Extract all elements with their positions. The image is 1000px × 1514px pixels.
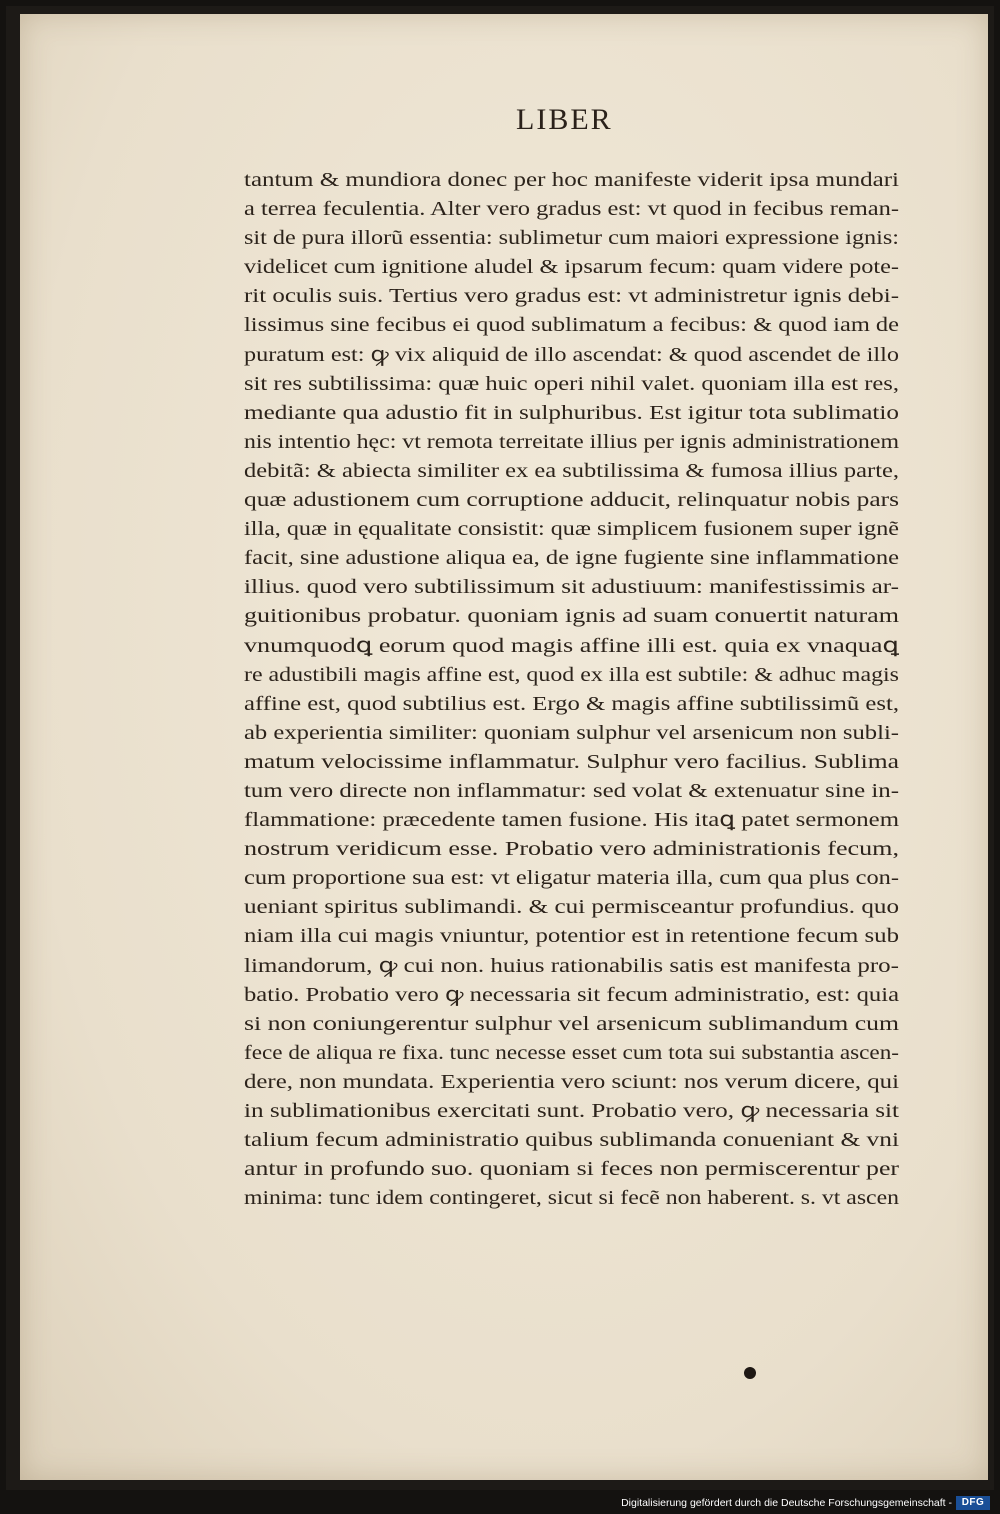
- text-line: re adustibili magis affine est, quod ex illa est subtile: & adhuc magis: [244, 663, 899, 686]
- text-line: limandorum, ꝙ cui non. huius rationabilis satis est manifesta pro-: [244, 954, 899, 977]
- text-line: talium fecum administratio quibus sublimanda conueniant & vni: [244, 1129, 899, 1152]
- text-line: tum vero directe non inflammatur: sed volat & extenuatur sine in-: [244, 779, 899, 802]
- body-text: [244, 166, 899, 1213]
- text-line: illa, quæ in ęqualitate consistit: quæ simplicem fusionem super ignẽ: [244, 518, 899, 541]
- text-line: mediante qua adustio fit in sulphuribus. Est igitur tota sublimatio: [244, 401, 899, 424]
- text-line: illius. quod vero subtilissimum sit adustiuum: manifestissimis ar-: [244, 576, 899, 599]
- text-line: batio. Probatio vero ꝙ necessaria sit fecum administratio, est: quia: [244, 983, 899, 1006]
- text-line: cum proportione sua est: vt eligatur materia illa, cum qua plus con-: [244, 867, 899, 890]
- text-line: affine est, quod subtilius est. Ergo & magis affine subtilissimũ est,: [244, 692, 899, 715]
- text-line: ab experientia similiter: quoniam sulphur vel arsenicum non subli-: [244, 721, 899, 744]
- text-line: a terrea feculentia. Alter vero gradus est: vt quod in fecibus reman-: [244, 198, 899, 221]
- text-line: vnumquodꝗ eorum quod magis affine illi est. quia ex vnaquaꝗ: [244, 634, 899, 657]
- text-line: rit oculis suis. Tertius vero gradus est: vt administretur ignis debi-: [244, 285, 899, 308]
- text-line: matum velocissime inflammatur. Sulphur vero facilius. Sublima: [244, 750, 899, 773]
- text-line: si non coniungerentur sulphur vel arsenicum sublimandum cum: [244, 1012, 899, 1035]
- text-line: nostrum veridicum esse. Probatio vero administrationis fecum,: [244, 838, 899, 861]
- text-line: facit, sine adustione aliqua ea, de igne fugiente sine inflammatione: [244, 547, 899, 570]
- text-line: dere, non mundata. Experientia vero sciunt: nos verum dicere, qui: [244, 1070, 899, 1093]
- text-line: flammatione: præcedente tamen fusione. His itaꝗ patet sermonem: [244, 809, 899, 832]
- ornament-dot: [744, 1367, 756, 1379]
- text-line: videlicet cum ignitione aludel & ipsarum fecum: quam videre pote-: [244, 256, 899, 279]
- text-line: niam illa cui magis vniuntur, potentior est in retentione fecum sub: [244, 925, 899, 948]
- text-line: debitã: & abiecta similiter ex ea subtilissima & fumosa illius parte,: [244, 459, 899, 482]
- text-line: minima: tunc idem contingeret, sicut si fecẽ non haberent. s. vt ascen: [244, 1187, 899, 1210]
- running-head: LIBER: [516, 103, 613, 136]
- text-line: nis intentio hęc: vt remota terreitate illius per ignis administrationem: [244, 430, 899, 453]
- dfg-logo-icon: DFG: [956, 1496, 990, 1510]
- digitization-credit: Digitalisierung gefördert durch die Deutsche Forschungsgemeinschaft -: [621, 1497, 952, 1509]
- text-line: fece de aliqua re fixa. tunc necesse esset cum tota sui substantia ascen-: [244, 1041, 899, 1064]
- text-line: sit res subtilissima: quæ huic operi nihil valet. quoniam illa est res,: [244, 372, 899, 395]
- text-line: ueniant spiritus sublimandi. & cui permisceantur profundius. quo: [244, 896, 899, 919]
- text-line: quæ adustionem cum corruptione adducit, relinquatur nobis pars: [244, 489, 899, 512]
- text-line: lissimus sine fecibus ei quod sublimatum a fecibus: & quod iam de: [244, 314, 899, 337]
- text-line: puratum est: ꝙ vix aliquid de illo ascendat: & quod ascendet de illo: [244, 343, 899, 366]
- text-line: in sublimationibus exercitati sunt. Probatio vero, ꝙ necessaria sit: [244, 1100, 899, 1122]
- text-line: sit de pura illorũ essentia: sublimetur cum maiori expressione ignis:: [244, 227, 899, 250]
- text-line: guitionibus probatur. quoniam ignis ad suam conuertit naturam: [244, 605, 899, 628]
- text-line: antur in profundo suo. quoniam si feces non permiscerentur per: [244, 1158, 899, 1181]
- text-line: tantum & mundiora donec per hoc manifeste viderit ipsa mundari: [244, 169, 899, 191]
